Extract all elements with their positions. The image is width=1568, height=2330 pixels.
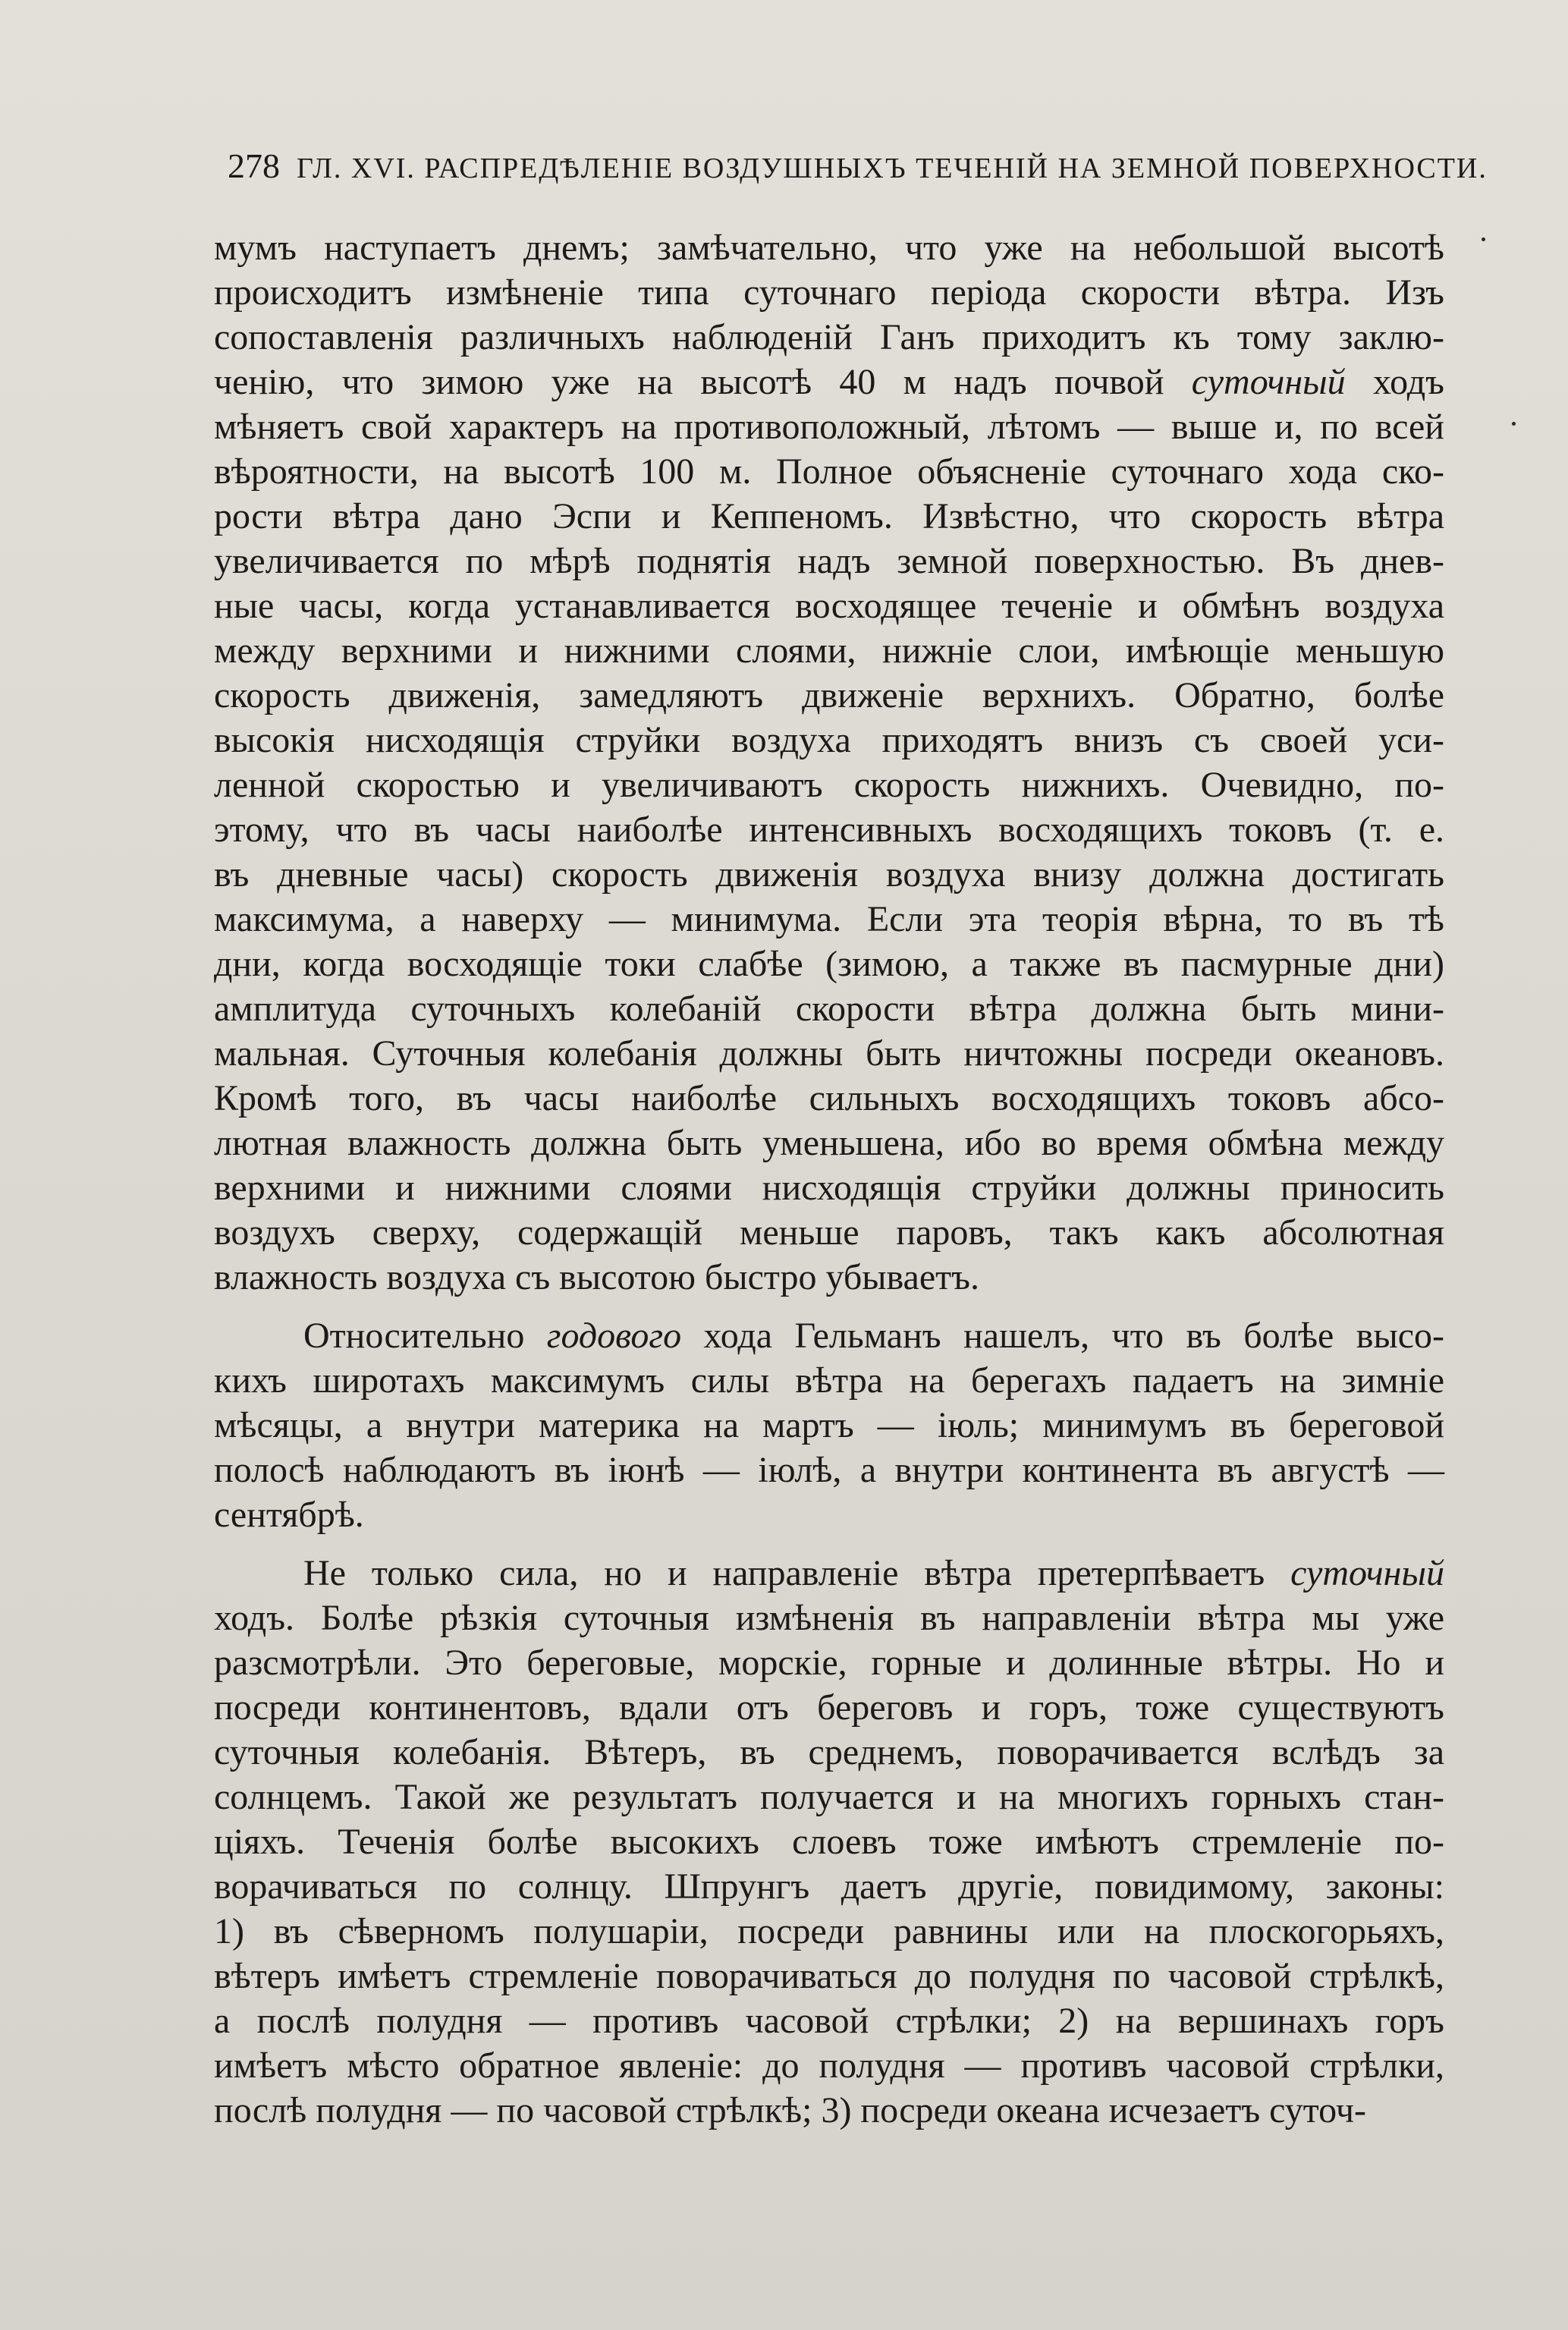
- text-line: мумъ наступаетъ днемъ; замѣчательно, что уже на небольшой высотѣ: [214, 228, 1444, 268]
- running-head: ГЛ. XVI. РАСПРЕДѢЛЕНІЕ ВОЗДУШНЫХЪ ТЕЧЕНІЙ НА ЗЕМНОЙ ПОВЕРХНОСТИ.: [297, 153, 1488, 184]
- speck-mark: [1512, 422, 1516, 426]
- text-line: вѣроятности, на высотѣ 100 м. Полное объясненіе суточнаго хода ско-: [214, 451, 1444, 492]
- text-line: 1) въ сѣверномъ полушаріи, посреди равнины или на плоскогорьяхъ,: [214, 1911, 1444, 1951]
- text-line: послѣ полудня — по часовой стрѣлкѣ; 3) посреди океана исчезаетъ суточ-: [214, 2090, 1367, 2130]
- text-line: Кромѣ того, въ часы наиболѣе сильныхъ восходящихъ токовъ абсо-: [214, 1078, 1444, 1118]
- text-line: мальная. Суточныя колебанія должны быть ничтожны посреди океановъ.: [214, 1033, 1444, 1074]
- text-line: воздухъ сверху, содержащій меньше паровъ, такъ какъ абсолютная: [214, 1212, 1444, 1253]
- text-line: увеличивается по мѣрѣ поднятія надъ земной поверхностью. Въ днев-: [214, 541, 1444, 581]
- text-line: Не только сила, но и направленіе вѣтра претерпѣваетъ суточный: [303, 1553, 1444, 1593]
- text-line: сентябрѣ.: [214, 1495, 364, 1535]
- text-line: ціяхъ. Теченія болѣе высокихъ слоевъ тоже имѣютъ стремленіе по-: [214, 1822, 1444, 1862]
- text-line: дни, когда восходящіе токи слабѣе (зимою, а также въ пасмурные дни): [214, 944, 1444, 984]
- text-line: амплитуда суточныхъ колебаній скорости вѣтра должна быть мини-: [214, 989, 1444, 1029]
- text-line: мѣняетъ свой характеръ на противоположный, лѣтомъ — выше и, по всей: [214, 407, 1444, 447]
- paragraph: [214, 225, 1444, 1300]
- text-line: высокія нисходящія струйки воздуха приходятъ внизъ съ своей уси-: [214, 720, 1444, 760]
- text-line: верхними и нижними слоями нисходящія струйки должны приносить: [214, 1168, 1444, 1208]
- text-line: ченію, что зимою уже на высотѣ 40 м надъ почвой суточный ходъ: [214, 362, 1445, 402]
- text-line: полосѣ наблюдаютъ въ іюнѣ — іюлѣ, а внутри континента въ августѣ —: [214, 1450, 1444, 1490]
- page-number: 278: [228, 146, 280, 185]
- text-line: вѣтеръ имѣетъ стремленіе поворачиваться до полудня по часовой стрѣлкѣ,: [214, 1956, 1444, 1996]
- text-line: влажность воздуха съ высотою быстро убываетъ.: [214, 1257, 979, 1297]
- text-line: рости вѣтра дано Эспи и Кеппеномъ. Извѣстно, что скорость вѣтра: [214, 496, 1444, 536]
- text-line: разсмотрѣли. Это береговые, морскіе, горные и долинные вѣтры. Но и: [214, 1643, 1444, 1683]
- text-line: солнцемъ. Такой же результатъ получается и на многихъ горныхъ стан-: [214, 1777, 1444, 1817]
- text-line: ворачиваться по солнцу. Шпрунгъ даетъ другіе, повидимому, законы:: [214, 1866, 1444, 1907]
- page-header: [228, 146, 1488, 186]
- text-line: скорость движенія, замедляютъ движеніе верхнихъ. Обратно, болѣе: [214, 675, 1444, 715]
- text-line: въ дневные часы) скорость движенія воздуха внизу должна достигать: [214, 854, 1444, 895]
- text-line: а послѣ полудня — противъ часовой стрѣлки; 2) на вершинахъ горъ: [214, 2001, 1444, 2041]
- text-line: ленной скоростью и увеличиваютъ скорость нижнихъ. Очевидно, по-: [214, 765, 1444, 805]
- text-line: сопоставленія различныхъ наблюденій Ганъ приходитъ къ тому заклю-: [214, 317, 1444, 357]
- italic-term: суточный: [1290, 1553, 1444, 1593]
- text-line: этому, что въ часы наиболѣе интенсивныхъ восходящихъ токовъ (т. е.: [214, 810, 1444, 850]
- paragraph: [214, 1551, 1444, 2133]
- italic-term: суточный: [1191, 362, 1346, 402]
- paragraph: [214, 1313, 1444, 1537]
- text-line: ные часы, когда устанавливается восходящее теченіе и обмѣнъ воздуха: [214, 586, 1444, 626]
- text-line: суточныя колебанія. Вѣтеръ, въ среднемъ, поворачивается вслѣдъ за: [214, 1732, 1444, 1772]
- italic-term: годового: [546, 1316, 682, 1356]
- text-line: посреди континентовъ, вдали отъ береговъ и горъ, тоже существуютъ: [214, 1687, 1444, 1728]
- text-line: ходъ. Болѣе рѣзкія суточныя измѣненія въ направленіи вѣтра мы уже: [214, 1598, 1444, 1638]
- text-line: максимума, а наверху — минимума. Если эта теорія вѣрна, то въ тѣ: [214, 899, 1444, 939]
- text-line: лютная влажность должна быть уменьшена, ибо во время обмѣна между: [214, 1123, 1444, 1163]
- body-text: [214, 225, 1444, 2133]
- text-line: между верхними и нижними слоями, нижніе слои, имѣющіе меньшую: [214, 630, 1444, 671]
- speck-mark: [1482, 237, 1485, 241]
- text-line: происходитъ измѣненіе типа суточнаго періода скорости вѣтра. Изъ: [214, 272, 1444, 313]
- text-line: кихъ широтахъ максимумъ силы вѣтра на берегахъ падаетъ на зимніе: [214, 1360, 1444, 1401]
- text-line: имѣетъ мѣсто обратное явленіе: до полудня — противъ часовой стрѣлки,: [214, 2045, 1444, 2086]
- text-line: Относительно годового хода Гельманъ нашелъ, что въ болѣе высо-: [303, 1316, 1444, 1356]
- text-line: мѣсяцы, а внутри материка на мартъ — іюль; минимумъ въ береговой: [214, 1405, 1444, 1445]
